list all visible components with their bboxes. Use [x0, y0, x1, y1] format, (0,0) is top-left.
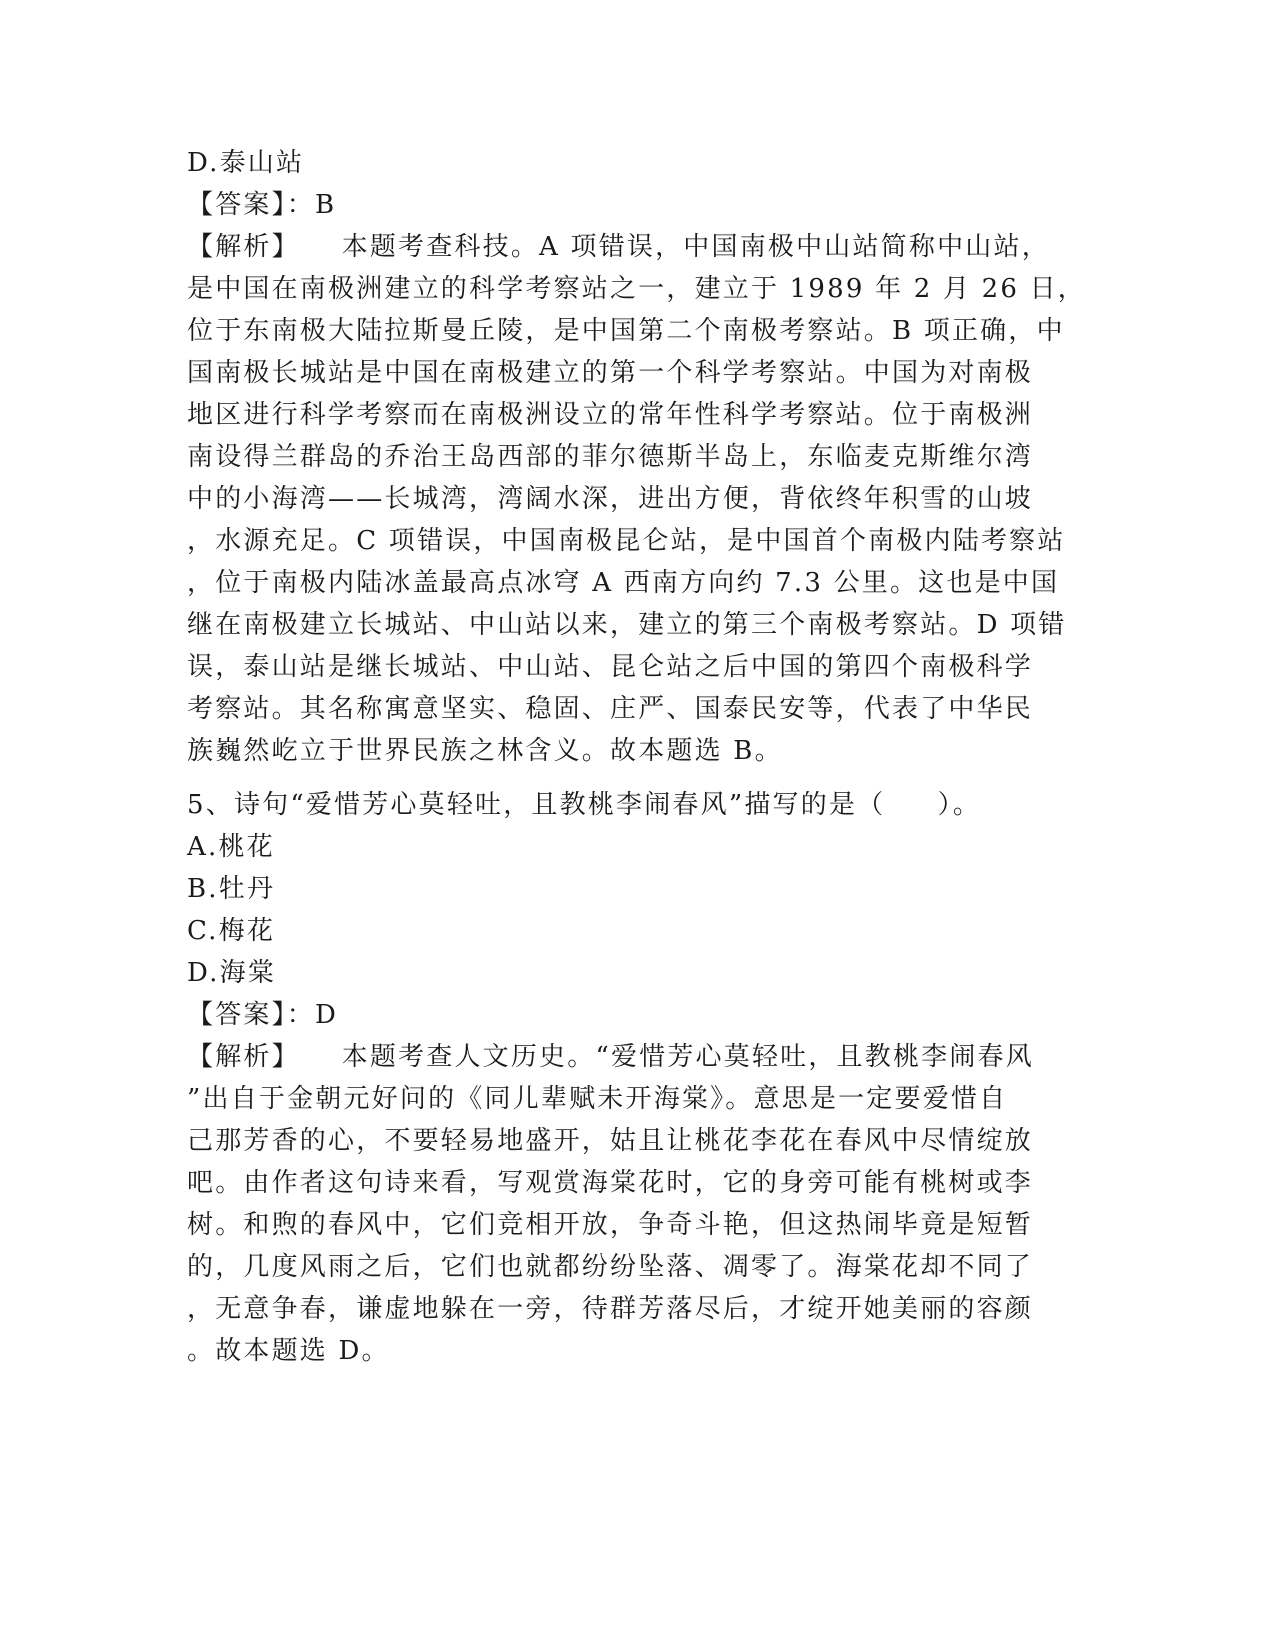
q4-analysis-line: 继在南极建立长城站、中山站以来，建立的第三个南极考察站。D 项错 [187, 610, 1067, 640]
q5-answer: 【答案】：D [187, 1000, 339, 1030]
q5-analysis-line: 。故本题选 D。 [187, 1336, 390, 1366]
q4-answer: 【答案】：B [187, 190, 337, 220]
q4-analysis-line: 考察站。其名称寓意坚实、稳固、庄严、国泰民安等，代表了中华民 [187, 694, 1034, 724]
q4-analysis-line: 国南极长城站是中国在南极建立的第一个科学考察站。中国为对南极 [187, 358, 1034, 388]
q5-analysis-line: 树。和煦的春风中，它们竞相开放，争奇斗艳，但这热闹毕竟是短暂 [187, 1210, 1034, 1240]
q5-analysis-line: ，无意争春，谦虚地躲在一旁，待群芳落尽后，才绽开她美丽的容颜 [187, 1294, 1034, 1324]
q4-analysis-line: 族巍然屹立于世界民族之林含义。故本题选 B。 [187, 736, 783, 766]
q4-analysis-line: ，水源充足。C 项错误，中国南极昆仑站，是中国首个南极内陆考察站 [187, 526, 1066, 556]
q4-analysis-line: 误，泰山站是继长城站、中山站、昆仑站之后中国的第四个南极科学 [187, 652, 1034, 682]
q4-analysis-line: 位于东南极大陆拉斯曼丘陵，是中国第二个南极考察站。B 项正确，中 [187, 316, 1065, 346]
q4-analysis-line: 南设得兰群岛的乔治王岛西部的菲尔德斯半岛上，东临麦克斯维尔湾 [187, 442, 1034, 472]
q4-analysis-line: 中的小海湾——长城湾，湾阔水深，进出方便，背依终年积雪的山坡 [187, 484, 1034, 514]
q5-option-b: B.牡丹 [187, 874, 276, 904]
q4-analysis-line: 【解析】 本题考查科技。A 项错误，中国南极中山站简称中山站， [187, 232, 1050, 262]
q5-analysis-line: 的，几度风雨之后，它们也就都纷纷坠落、凋零了。海棠花却不同了 [187, 1252, 1034, 1282]
q4-option-d: D.泰山站 [187, 148, 305, 178]
q5-analysis-line: 己那芳香的心，不要轻易地盛开，姑且让桃花李花在春风中尽情绽放 [187, 1126, 1034, 1156]
q4-analysis-line: 地区进行科学考察而在南极洲设立的常年性科学考察站。位于南极洲 [187, 400, 1034, 430]
q5-option-c: C.梅花 [187, 916, 276, 946]
q5-stem: 5、诗句“爱惜芳心莫轻吐，且教桃李闹春风”描写的是（ ）。 [187, 790, 982, 820]
q4-analysis-line: 是中国在南极洲建立的科学考察站之一，建立于 1989 年 2 月 26 日， [187, 274, 1086, 304]
q5-analysis-line: ”出自于金朝元好问的《同儿辈赋未开海棠》。意思是一定要爱惜自 [187, 1084, 1008, 1114]
q5-option-a: A.桃花 [187, 832, 275, 862]
q5-analysis-line: 吧。由作者这句诗来看，写观赏海棠花时，它的身旁可能有桃树或李 [187, 1168, 1034, 1198]
q5-analysis-line: 【解析】 本题考查人文历史。“爱惜芳心莫轻吐，且教桃李闹春风 [187, 1042, 1034, 1072]
q4-analysis-line: ，位于南极内陆冰盖最高点冰穹 A 西南方向约 7.3 公里。这也是中国 [187, 568, 1060, 598]
q5-option-d: D.海棠 [187, 958, 276, 988]
